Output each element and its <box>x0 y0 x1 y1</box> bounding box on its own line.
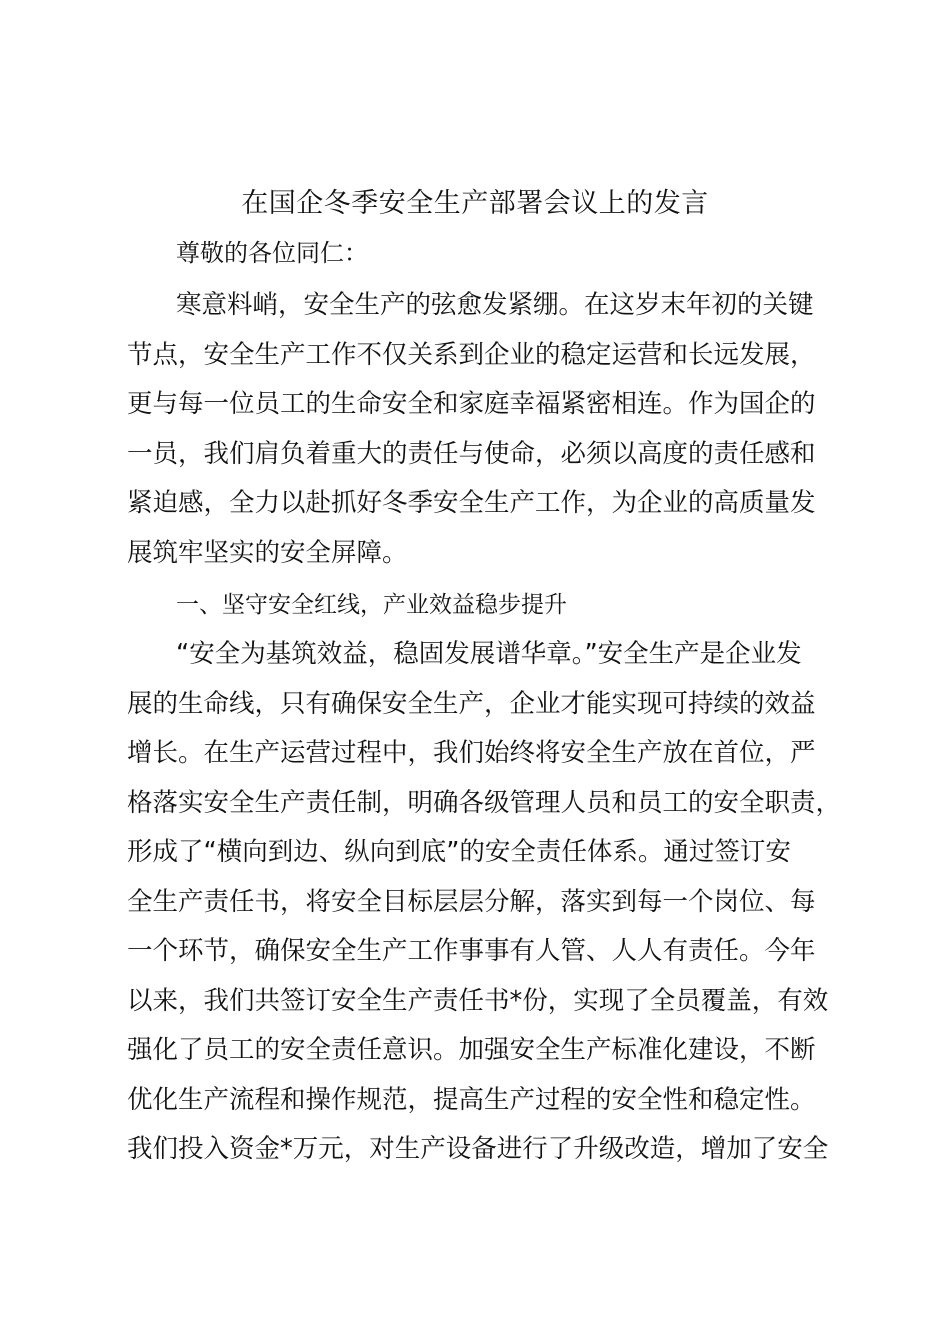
paragraph-line: 强化了员工的安全责任意识。加强安全生产标准化建设，不断 <box>127 1035 816 1065</box>
paragraph-line: 增长。在生产运营过程中，我们始终将安全生产放在首位，严 <box>127 738 816 768</box>
paragraph-line: 紧迫感，全力以赴抓好冬季安全生产工作，为企业的高质量发 <box>127 488 816 518</box>
paragraph-line: 形成了“横向到边、纵向到底”的安全责任体系。通过签订安 <box>127 837 791 867</box>
section-heading: 一、坚守安全红线，产业效益稳步提升 <box>176 592 567 618</box>
paragraph-line: 一员，我们肩负着重大的责任与使命，必须以高度的责任感和 <box>127 438 816 469</box>
paragraph-line: 展的生命线，只有确保安全生产，企业才能实现可持续的效益 <box>127 688 816 719</box>
document-title: 在国企冬季安全生产部署会议上的发言 <box>241 188 709 219</box>
paragraph-intro <box>127 281 832 578</box>
paragraph-line: 节点，安全生产工作不仅关系到企业的稳定运营和长远发展， <box>127 339 816 370</box>
paragraph-line: “安全为基筑效益，稳固发展谱华章。”安全生产是企业发 <box>176 639 802 669</box>
paragraph-line: 以来，我们共签订安全生产责任书*份，实现了全员覆盖，有效 <box>127 985 829 1016</box>
paragraph-line: 优化生产流程和操作规范，提高生产过程的安全性和稳定性。 <box>127 1084 816 1115</box>
paragraph-line: 更与每一位员工的生命安全和家庭幸福紧密相连。作为国企的 <box>127 389 816 419</box>
paragraph-line: 格落实安全生产责任制，明确各级管理人员和员工的安全职责， <box>127 787 842 818</box>
paragraph-line: 一个环节，确保安全生产工作事事有人管、人人有责任。今年 <box>127 936 816 966</box>
paragraph-line: 寒意料峭，安全生产的弦愈发紧绷。在这岁末年初的关键 <box>176 290 814 320</box>
paragraph-line: 我们投入资金*万元，对生产设备进行了升级改造，增加了安全 <box>127 1134 829 1164</box>
paragraph-line: 全生产责任书，将安全目标层层分解，落实到每一个岗位、每 <box>127 886 816 917</box>
paragraph-line: 展筑牢坚实的安全屏障。 <box>127 537 408 568</box>
paragraph-section1 <box>127 630 842 1175</box>
salutation: 尊敬的各位同仁： <box>176 239 368 267</box>
